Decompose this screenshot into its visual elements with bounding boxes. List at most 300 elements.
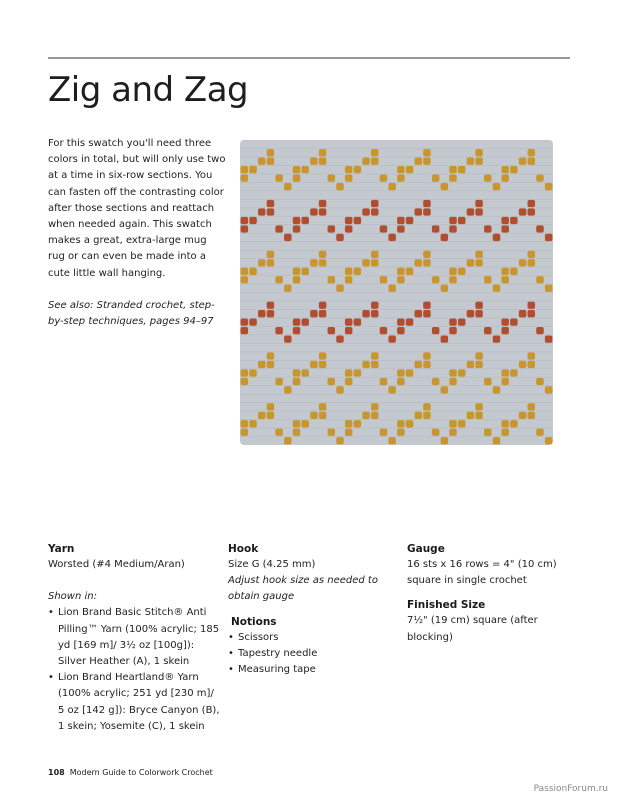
swatch-stitch [275,378,282,385]
hook-heading: Hook [228,543,259,555]
swatch-stitch [528,149,535,156]
hook-note: Adjust hook size as needed to obtain gauge [228,575,378,603]
swatch-stitch [458,319,465,326]
swatch-stitch [371,208,378,215]
swatch-stitch [328,225,335,232]
swatch-stitch [328,276,335,283]
swatch-stitch [301,166,308,173]
page-title: Zig and Zag [48,70,249,110]
swatch-stitch [362,361,369,368]
swatch-stitch [284,234,291,241]
gauge-heading: Gauge [407,543,445,555]
notions-list [228,630,388,679]
intro-body: For this swatch you'll need three colors in total, but will only use two at a time in six-row sections. You can fasten off the contrasting color after those sections and reattach when needed again. This swatch makes a great, extra-large mug rug or can even be made into a cute little wall hanging. [48,138,226,279]
swatch-stitch [484,174,491,181]
swatch-stitch [267,412,274,419]
watermark: PassionForum.ru [533,784,608,794]
swatch-stitch [406,369,413,376]
swatch-stitch [414,259,421,266]
swatch-stitch [493,335,500,342]
swatch-stitch [345,217,352,224]
swatch-stitch [397,276,404,283]
swatch-stitch [345,327,352,334]
swatch-stitch [249,166,256,173]
swatch-stitch [423,149,430,156]
swatch-stitch [319,251,326,258]
swatch-stitch [545,183,552,190]
swatch-stitch [293,225,300,232]
swatch-stitch [449,174,456,181]
swatch-stitch [449,217,456,224]
swatch-stitch [467,259,474,266]
swatch-stitch [510,369,517,376]
intro-text [48,136,226,330]
swatch-stitch [275,327,282,334]
swatch-stitch [484,429,491,436]
swatch-stitch [397,174,404,181]
swatch-stitch [475,361,482,368]
swatch-stitch [475,412,482,419]
swatch-stitch [380,327,387,334]
gauge-size-section [407,541,577,646]
swatch-stitch [371,158,378,165]
swatch-stitch [449,276,456,283]
swatch-stitch [475,208,482,215]
swatch-stitch [362,412,369,419]
swatch-stitch [275,276,282,283]
swatch-stitch [371,403,378,410]
swatch-stitch [301,420,308,427]
swatch-stitch [345,369,352,376]
swatch-stitch [528,200,535,207]
yarn-item: • Lion Brand Basic Stitch® Anti Pilling™ Yarn (100% acrylic; 185 yd [169 m]/ 3½ oz [100g]): Silver Heather (A), 1 skein [48,605,220,670]
swatch-stitch [249,319,256,326]
swatch-stitch [319,310,326,317]
swatch-stitch [397,429,404,436]
swatch-stitch [528,412,535,419]
swatch-stitch [293,327,300,334]
swatch-stitch [301,319,308,326]
swatch-stitch [528,302,535,309]
swatch-stitch [371,200,378,207]
swatch-stitch [301,369,308,376]
swatch-stitch [397,166,404,173]
swatch-stitch [493,285,500,292]
swatch-stitch [406,319,413,326]
book-title: Modern Guide to Colorwork Crochet [69,768,213,777]
swatch-stitch [414,310,421,317]
swatch-stitch [388,285,395,292]
swatch-stitch [423,310,430,317]
swatch-stitch [475,200,482,207]
swatch-stitch [241,327,248,334]
swatch-stitch [301,217,308,224]
swatch-stitch [328,327,335,334]
swatch-stitch [467,158,474,165]
swatch-stitch [501,166,508,173]
swatch-stitch [536,327,543,334]
swatch-stitch [328,174,335,181]
swatch-stitch [388,386,395,393]
swatch-stitch [345,378,352,385]
swatch-stitch [241,217,248,224]
gauge-text: 16 sts x 16 rows = 4" (10 cm) square in single crochet [407,559,557,587]
swatch-stitch [501,225,508,232]
swatch-stitch [354,369,361,376]
swatch-stitch [397,319,404,326]
swatch-stitch [545,285,552,292]
swatch-stitch [458,268,465,275]
swatch-stitch [310,310,317,317]
swatch-stitch [519,259,526,266]
swatch-stitch [545,386,552,393]
swatch-stitch [519,310,526,317]
swatch-stitch [501,276,508,283]
swatch-stitch [380,378,387,385]
swatch-stitch [423,403,430,410]
finished-size-text: 7½" (19 cm) square (after blocking) [407,615,538,643]
swatch-stitch [241,319,248,326]
swatch-stitch [371,149,378,156]
swatch-stitch [458,217,465,224]
header-rule [48,57,570,59]
swatch-stitch [519,412,526,419]
swatch-stitch [388,437,395,444]
swatch-stitch [336,234,343,241]
swatch-stitch [345,276,352,283]
swatch-stitch [528,158,535,165]
swatch-stitch [441,437,448,444]
swatch-stitch [310,158,317,165]
swatch-stitch [484,378,491,385]
swatch-stitch [267,310,274,317]
swatch-stitch [501,420,508,427]
swatch-stitch [432,276,439,283]
hook-notions-section [228,541,388,678]
swatch-stitch [475,259,482,266]
swatch-stitch [432,429,439,436]
swatch-stitch [475,149,482,156]
swatch-stitch [510,268,517,275]
shown-in-label: Shown in: [48,591,97,603]
swatch-stitch [328,429,335,436]
swatch-stitch [475,403,482,410]
swatch-stitch [519,208,526,215]
yarn-weight: Worsted (#4 Medium/Aran) [48,559,185,570]
swatch-stitch [275,429,282,436]
swatch-stitch [493,386,500,393]
swatch-stitch [293,429,300,436]
swatch-stitch [345,174,352,181]
swatch-stitch [336,183,343,190]
swatch-stitch [371,361,378,368]
see-also-note: See also: Stranded crochet, step-by-step techniques, pages 94–97 [48,299,215,328]
swatch-stitch [258,412,265,419]
swatch-stitch [536,429,543,436]
page-footer [48,767,213,779]
swatch-stitch [510,319,517,326]
swatch-stitch [336,335,343,342]
swatch-stitch [501,327,508,334]
swatch-stitch [510,217,517,224]
swatch-stitch [258,310,265,317]
swatch-stitch [545,234,552,241]
yarn-heading: Yarn [48,543,75,555]
swatch-stitch [284,335,291,342]
swatch-stitch [293,276,300,283]
swatch-stitch [467,310,474,317]
swatch-stitch [275,174,282,181]
swatch-stitch [336,285,343,292]
notions-heading: Notions [231,615,277,628]
swatch-stitch [354,420,361,427]
swatch-stitch [267,352,274,359]
swatch-stitch [528,352,535,359]
swatch-stitch [449,429,456,436]
swatch-stitch [536,174,543,181]
swatch-stitch [380,429,387,436]
swatch-stitch [519,361,526,368]
swatch-stitch [293,217,300,224]
swatch-stitch [414,412,421,419]
swatch-stitch [423,302,430,309]
swatch-photo [240,140,553,445]
swatch-stitch [449,319,456,326]
swatch-stitch [397,225,404,232]
swatch-stitch [354,319,361,326]
swatch-stitch [528,208,535,215]
swatch-stitch [475,310,482,317]
swatch-stitch [423,361,430,368]
swatch-stitch [528,361,535,368]
swatch-stitch [362,158,369,165]
swatch-stitch [241,276,248,283]
swatch-stitch [258,208,265,215]
swatch-stitch [267,403,274,410]
swatch-stitch [449,166,456,173]
swatch-stitch [484,327,491,334]
swatch-stitch [319,208,326,215]
swatch-stitch [310,208,317,215]
swatch-stitch [467,208,474,215]
swatch-stitch [449,327,456,334]
swatch-stitch [397,369,404,376]
swatch-stitch [249,268,256,275]
swatch-stitch [293,369,300,376]
swatch-stitch [449,225,456,232]
notion-item: • Measuring tape [228,662,388,678]
swatch-stitch [484,276,491,283]
swatch-stitch [501,378,508,385]
swatch-stitch [501,429,508,436]
swatch-stitch [397,268,404,275]
swatch-stitch [319,259,326,266]
swatch-stitch [406,217,413,224]
swatch-stitch [414,158,421,165]
swatch-stitch [449,268,456,275]
swatch-stitch [310,361,317,368]
swatch-stitch [371,310,378,317]
swatch-stitch [241,174,248,181]
swatch-stitch [406,420,413,427]
swatch-stitch [397,327,404,334]
swatch-stitch [380,225,387,232]
swatch-stitch [423,200,430,207]
swatch-stitch [510,420,517,427]
hook-size: Size G (4.25 mm) [228,559,316,570]
swatch-stitch [545,437,552,444]
swatch-stitch [284,437,291,444]
swatch-stitch [354,268,361,275]
swatch-stitch [267,158,274,165]
swatch-stitch [432,378,439,385]
swatch-stitch [423,251,430,258]
yarn-list [48,605,220,735]
swatch-stitch [249,420,256,427]
swatch-stitch [536,276,543,283]
swatch-stitch [449,369,456,376]
swatch-stitch [423,208,430,215]
swatch-stitch [293,378,300,385]
swatch-stitch [388,335,395,342]
swatch-stitch [345,166,352,173]
swatch-stitch [241,429,248,436]
swatch-stitch [441,183,448,190]
swatch-stitch [493,437,500,444]
swatch-stitch [432,225,439,232]
swatch-stitch [241,166,248,173]
swatch-stitch [528,310,535,317]
swatch-stitch [301,268,308,275]
swatch-stitch [293,319,300,326]
swatch-stitch [528,251,535,258]
swatch-stitch [432,327,439,334]
finished-size-heading: Finished Size [407,599,486,612]
swatch-stitch [397,420,404,427]
swatch-stitch [458,369,465,376]
swatch-stitch [336,437,343,444]
swatch-stitch [536,225,543,232]
swatch-stitch [458,166,465,173]
swatch-stitch [249,369,256,376]
swatch-stitch [362,310,369,317]
swatch-stitch [354,217,361,224]
swatch-stitch [528,403,535,410]
swatch-stitch [284,386,291,393]
swatch-stitch [388,234,395,241]
swatch-stitch [319,158,326,165]
swatch-stitch [267,251,274,258]
swatch-stitch [423,352,430,359]
swatch-stitch [388,183,395,190]
swatch-stitch [441,234,448,241]
swatch-stitch [319,200,326,207]
page-number: 108 [48,768,65,777]
swatch-stitch [397,378,404,385]
swatch-stitch [441,335,448,342]
swatch-stitch [345,429,352,436]
yarn-item: • Lion Brand Heartland® Yarn (100% acrylic; 251 yd [230 m]/ 5 oz [142 g]): Bryce Canyon (B), 1 skein; Yosemite (C), 1 skein [48,670,220,735]
swatch-stitch [284,285,291,292]
swatch-stitch [414,208,421,215]
swatch-stitch [249,217,256,224]
swatch-stitch [536,378,543,385]
swatch-stitch [293,166,300,173]
swatch-stitch [319,352,326,359]
swatch-stitch [267,200,274,207]
swatch-stitch [441,285,448,292]
swatch-stitch [258,361,265,368]
swatch-stitch [310,412,317,419]
swatch-stitch [267,302,274,309]
swatch-stitch [293,174,300,181]
swatch-stitch [449,420,456,427]
swatch-stitch [284,183,291,190]
swatch-stitch [467,412,474,419]
swatch-stitch [258,158,265,165]
swatch-stitch [493,234,500,241]
swatch-stitch [319,302,326,309]
swatch-stitch [267,208,274,215]
swatch-stitch [519,158,526,165]
swatch-stitch [501,319,508,326]
swatch-stitch [493,183,500,190]
swatch-stitch [241,225,248,232]
swatch-stitch [362,208,369,215]
swatch-stitch [371,352,378,359]
swatch-stitch [510,166,517,173]
swatch-stitch [319,412,326,419]
swatch-stitch [406,166,413,173]
notion-item: • Tapestry needle [228,646,388,662]
swatch-stitch [501,174,508,181]
swatch-stitch [267,259,274,266]
swatch-stitch [345,268,352,275]
swatch-stitch [449,378,456,385]
swatch-stitch [484,225,491,232]
swatch-stitch [475,352,482,359]
swatch-stitch [354,166,361,173]
swatch-stitch [258,259,265,266]
swatch-stitch [241,268,248,275]
swatch-stitch [423,412,430,419]
swatch-stitch [528,259,535,266]
swatch-stitch [371,412,378,419]
swatch-stitch [423,158,430,165]
swatch-stitch [241,369,248,376]
swatch-stitch [475,158,482,165]
swatch-stitch [380,276,387,283]
swatch-stitch [475,251,482,258]
swatch-stitch [345,420,352,427]
swatch-stitch [319,361,326,368]
swatch-stitch [362,259,369,266]
swatch-stitch [267,361,274,368]
swatch-stitch [293,420,300,427]
swatch-stitch [501,268,508,275]
swatch-stitch [371,259,378,266]
swatch-stitch [345,319,352,326]
swatch-stitch [310,259,317,266]
swatch-stitch [319,403,326,410]
swatch-stitch [397,217,404,224]
swatch-stitch [319,149,326,156]
yarn-section [48,541,220,735]
swatch-stitch [371,302,378,309]
swatch-stitch [501,217,508,224]
swatch-stitch [336,386,343,393]
swatch-stitch [501,369,508,376]
